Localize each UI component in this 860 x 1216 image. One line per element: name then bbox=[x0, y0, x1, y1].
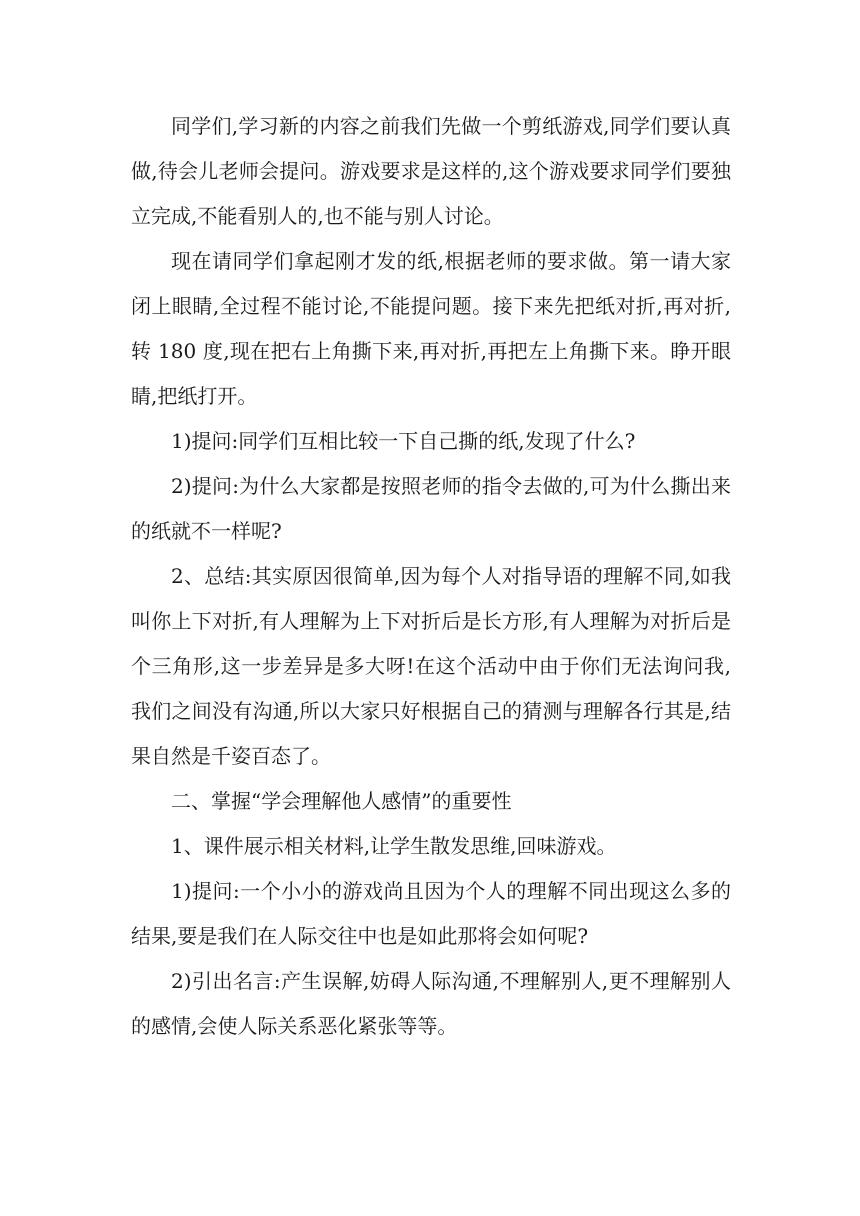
paragraph-intro: 同学们,学习新的内容之前我们先做一个剪纸游戏,同学们要认真做,待会儿老师会提问。游戏要求是这样的,这个游戏要求同学们要独立完成,不能看别人的,也不能与别人讨论。 bbox=[131, 114, 731, 228]
paragraph-question-3: 1)提问:一个小小的游戏尚且因为个人的理解不同出现这么多的结果,要是我们在人际交往中也是如此那将会如何呢? bbox=[131, 879, 731, 948]
document-body bbox=[131, 104, 731, 1049]
paragraph-question-2: 2)提问:为什么大家都是按照老师的指令去做的,可为什么撕出来的纸就不一样呢? bbox=[131, 474, 731, 543]
paragraph-quote: 2)引出名言:产生误解,妨碍人际沟通,不理解别人,更不理解别人的感情,会使人际关系恶化紧张等等。 bbox=[131, 969, 731, 1038]
section-heading: 二、掌握“学会理解他人感情”的重要性 bbox=[171, 789, 512, 813]
paragraph-instructions: 现在请同学们拿起刚才发的纸,根据老师的要求做。第一请大家闭上眼睛,全过程不能讨论,不能提问题。接下来先把纸对折,再对折,转 180 度,现在把右上角撕下来,再对折,再把左上角撕下来。睁开眼睛,把纸打开。 bbox=[131, 249, 731, 408]
paragraph-summary: 2、总结:其实原因很简单,因为每个人对指导语的理解不同,如我叫你上下对折,有人理解为上下对折后是长方形,有人理解为对折后是个三角形,这一步差异是多大呀!在这个活动中由于你们无法询问我,我们之间没有沟通,所以大家只好根据自己的猜测与理解各行其是,结果自然是千姿百态了。 bbox=[131, 564, 731, 768]
paragraph-question-1: 1)提问:同学们互相比较一下自己撕的纸,发现了什么? bbox=[171, 429, 636, 453]
paragraph-courseware: 1、课件展示相关材料,让学生散发思维,回味游戏。 bbox=[171, 834, 617, 858]
